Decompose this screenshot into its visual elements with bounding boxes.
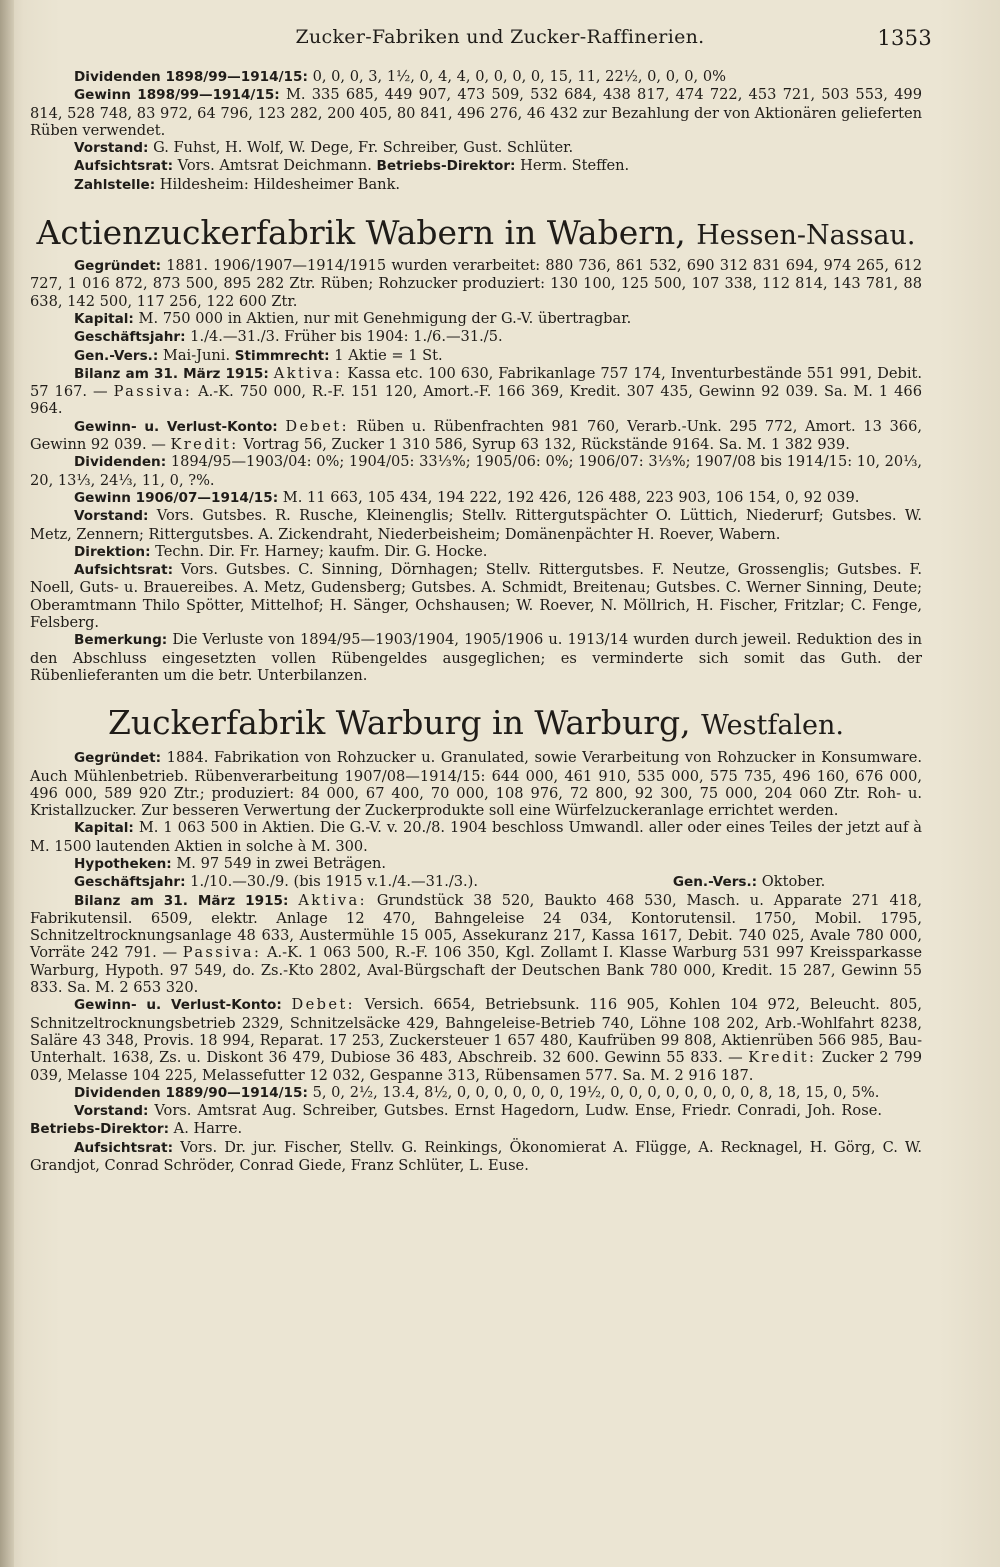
wabern-title-location: Hessen-Nassau.: [696, 220, 916, 252]
running-title: Zucker-Fabriken und Zucker-Raffinerien.: [295, 26, 705, 48]
page-content: [30, 68, 922, 1174]
wabern-fiscal-year: [30, 328, 922, 346]
warburg-dividends-text: 5, 0, 2½, 13.4, 8½, 0, 0, 0, 0, 0, 0, 19½, 0, 0, 0, 0, 0, 0, 0, 0, 8, 18, 15, 0, 5%.: [312, 1083, 880, 1101]
warburg-gm-text: Oktober.: [761, 873, 826, 891]
section-title-warburg: [30, 703, 922, 746]
page-header: [60, 26, 940, 56]
warburg-balance-label: Bilanz am 31. März 1915:: [74, 892, 289, 909]
warburg-mortgage: [30, 855, 922, 873]
warburg-gm-label: Gen.-Vers.:: [672, 874, 758, 891]
top-profit-label: Gewinn 1898/99—1914/15:: [74, 87, 280, 104]
wabern-capital: [30, 310, 922, 328]
wabern-supervisory: [30, 561, 922, 631]
wabern-general-meeting: [30, 347, 922, 365]
section-title-wabern: [30, 213, 922, 256]
warburg-founded-text: 1884. Fabrikation von Rohzucker u. Granulated, sowie Verarbeitung von Rohzucker in Konsumware. Auch Mühlenbetrieb. Rübenverarbeitung 1907/08—1914/15: 644 000, 461 910, 535 000, 575 735, 496 160, 676 000, 496 000, 589 920 Ztr.; produziert: 84 000, 67 400, 70 000, 108 976, 72 800, 92 300, 75 000, 204 060 Ztr. Roh- u. Kristallzucker. Zur besseren Verwertung der Zuckerprodukte soll eine Würfelzuckeranlage errichtet werden.: [30, 749, 922, 820]
warburg-mortgage-text: M. 97 549 in zwei Beträgen.: [176, 854, 387, 872]
top-director-label: Betriebs-Direktor:: [376, 158, 516, 175]
warburg-passiva-label: Passiva:: [182, 944, 262, 962]
wabern-board-label: Vorstand:: [74, 508, 149, 525]
top-profit: [30, 86, 922, 139]
warburg-dividends: [30, 1084, 922, 1102]
wabern-dividends-text: 1894/95—1903/04: 0%; 1904/05: 33⅓%; 1905/06: 0%; 1906/07: 3⅓%; 1907/08 bis 1914/15: 10, 20⅓, 20, 13⅓, 24⅓, 11, 0, ?%.: [30, 453, 922, 489]
warburg-balance-text1: Grundstück 38 520, Baukto 468 530, Masch. u. Apparate 271 418, Fabrikutensil. 6509, elektr. Anlage 12 470, Bahngeleise 24 034, Kontorutensil. 1750, Mobil. 1795, Schnitzeltrocknungsanlage 48 633, Austermühle 15 005, Assekuranz 217, Kassa 1617, Debit. 740 025, Avale 780 000, Vorräte 242 791. —: [30, 891, 922, 962]
warburg-mortgage-label: Hypotheken:: [74, 855, 172, 872]
top-dividends-label: Dividenden 1898/99—1914/15:: [74, 69, 308, 85]
warburg-title: Zuckerfabrik Warburg in Warburg,: [107, 703, 691, 743]
warburg-debet-label: Debet:: [291, 996, 355, 1014]
warburg-dividends-label: Dividenden 1889/90—1914/15:: [74, 1084, 308, 1101]
warburg-fiscal-year: [30, 873, 922, 891]
wabern-profit-loss: [30, 418, 922, 454]
top-supervisory: [30, 157, 922, 175]
warburg-fiscal-text: 1./10.—30./9. (bis 1915 v.1./4.—31./3.).: [190, 873, 479, 891]
wabern-gm-text: Mai-Juni.: [162, 346, 231, 364]
wabern-profit-label: Gewinn 1906/07—1914/15:: [74, 489, 279, 506]
warburg-board: [30, 1102, 922, 1139]
wabern-vote-text: 1 Aktie = 1 St.: [334, 346, 443, 364]
top-dividends: [30, 68, 922, 86]
wabern-pl-label: Gewinn- u. Verlust-Konto:: [74, 418, 278, 435]
top-director-text: Herm. Steffen.: [520, 157, 630, 175]
warburg-supervisory-label: Aufsichtsrat:: [74, 1139, 173, 1156]
wabern-passiva-label: Passiva:: [113, 383, 193, 401]
wabern-dividends: [30, 453, 922, 489]
warburg-founded: [30, 749, 922, 819]
top-board-label: Vorstand:: [74, 140, 149, 157]
wabern-profit-text: M. 11 663, 105 434, 194 222, 192 426, 126 488, 223 903, 106 154, 0, 92 039.: [282, 488, 860, 506]
wabern-title: Actienzuckerfabrik Wabern in Wabern,: [36, 213, 686, 253]
warburg-capital: [30, 819, 922, 855]
top-dividends-text: 0, 0, 0, 3, 1½, 0, 4, 4, 0, 0, 0, 0, 15, 11, 22½, 0, 0, 0, 0%: [312, 68, 726, 85]
warburg-board-label: Vorstand:: [74, 1103, 149, 1120]
wabern-gm-label: Gen.-Vers.:: [74, 347, 159, 364]
wabern-remark-text: Die Verluste von 1894/95—1903/1904, 1905/1906 u. 1913/14 wurden durch jeweil. Reduktion des in den Abschluss eingesetzten vollen Rübengeldes ausgeglichen; es verminderte sich somit das Guth. der Rübenlieferanten um die betr. Unterbilanzen.: [30, 631, 922, 684]
warburg-pl-label: Gewinn- u. Verlust-Konto:: [74, 997, 282, 1014]
warburg-founded-label: Gegründet:: [74, 750, 162, 767]
warburg-kredit-label: Kredit:: [748, 1049, 817, 1067]
top-paying-label: Zahlstelle:: [74, 176, 156, 193]
warburg-fiscal-label: Geschäftsjahr:: [74, 874, 186, 891]
wabern-balance: [30, 365, 922, 418]
wabern-aktiva-label: Aktiva:: [273, 364, 343, 382]
wabern-dividends-label: Dividenden:: [74, 454, 167, 471]
warburg-capital-label: Kapital:: [74, 820, 134, 837]
warburg-board-text: Vors. Amtsrat Aug. Schreiber, Gutsbes. Ernst Hagedorn, Ludw. Ense, Friedr. Conradi, Joh. Rose.: [154, 1102, 882, 1120]
warburg-capital-text: M. 1 063 500 in Aktien. Die G.-V. v. 20./8. 1904 beschloss Umwandl. aller oder eines Teiles der jetzt auf à M. 1500 lautenden Aktien in solche à M. 300.: [30, 819, 922, 855]
wabern-kredit-label: Kredit:: [170, 436, 239, 454]
warburg-supervisory: [30, 1139, 922, 1175]
warburg-pl-text1: Versich. 6654, Betriebsunk. 116 905, Kohlen 104 972, Beleucht. 805, Schnitzeltrocknungsbetrieb 2329, Schnitzelsäcke 429, Bahngeleise-Betrieb 740, Löhne 108 202, Arb.-Wohlfahrt 8238, Saläre 43 348, Provis. 18 994, Reparat. 17 253, Zuckersteuer 1 657 480, Kaufrüben 99 808, Aktienrüben 566 985, Bau-Unterhalt. 1638, Zs. u. Diskont 36 479, Dubiose 36 483, Abschreib. 32 600. Gewinn 55 833. —: [30, 996, 922, 1067]
warburg-pl-text2: Zucker 2 799 039, Melasse 104 225, Melassefutter 12 032, Gespanne 313, Rübensamen 577. Sa. M. 2 916 187.: [30, 1049, 923, 1084]
wabern-balance-label: Bilanz am 31. März 1915:: [74, 365, 269, 382]
wabern-profit: [30, 489, 922, 507]
wabern-board-text: Vors. Gutsbes. R. Rusche, Kleinenglis; Stellv. Rittergutspächter O. Lüttich, Niederurf; Gutsbes. W. Metz, Zennern; Rittergutsbes. A. Zickendraht, Niederbeisheim; Domänenpächter H. Roever, Wabern.: [30, 507, 922, 543]
wabern-remark: [30, 631, 922, 684]
wabern-supervisory-text: Vors. Gutsbes. C. Sinning, Dörnhagen; Stellv. Rittergutsbes. F. Neutze, Grossenglis; Gutsbes. F. Noell, Guts- u. Brauereibes. A. Metz, Gudensberg; Gutsbes. A. Schmidt, Breitenau; Gutsbes. C. Werner Sinning, Deute; Oberamtmann Thilo Spötter, Mittelhof; H. Sänger, Ochshausen; W. Roever, N. Möllrich, H. Fischer, Fritzlar; C. Fenge, Felsberg.: [30, 561, 922, 632]
warburg-title-location: Westfalen.: [701, 710, 845, 742]
top-paying-text: Hildesheim: Hildesheimer Bank.: [159, 175, 401, 193]
wabern-founded: [30, 257, 922, 310]
wabern-remark-label: Bemerkung:: [74, 632, 168, 649]
wabern-board: [30, 507, 922, 543]
warburg-aktiva-label: Aktiva:: [298, 891, 367, 909]
top-supervisory-label: Aufsichtsrat:: [74, 158, 173, 175]
wabern-debet-label: Debet:: [285, 417, 349, 435]
wabern-supervisory-label: Aufsichtsrat:: [74, 562, 173, 579]
wabern-fiscal-text: 1./4.—31./3. Früher bis 1904: 1./6.—31./5.: [190, 328, 503, 346]
page-number: 1353: [877, 26, 932, 50]
wabern-capital-text: M. 750 000 in Aktien, nur mit Genehmigung der G.-V. übertragbar.: [138, 309, 632, 327]
wabern-direction-label: Direktion:: [74, 543, 151, 560]
top-paying-agent: [30, 176, 922, 194]
top-board-text: G. Fuhst, H. Wolf, W. Dege, Fr. Schreiber, Gust. Schlüter.: [153, 139, 574, 157]
warburg-director-label: Betriebs-Direktor:: [30, 1121, 170, 1138]
wabern-founded-text: 1881. 1906/1907—1914/1915 wurden verarbeitet: 880 736, 861 532, 690 312 831 694, 974 265, 612 727, 1 016 872, 873 500, 895 282 Ztr. Rüben; Rohzucker produziert: 130 100, 125 500, 107 338, 112 814, 143 781, 88 638, 142 500, 117 256, 122 600 Ztr.: [30, 257, 922, 310]
wabern-capital-label: Kapital:: [74, 310, 134, 327]
warburg-profit-loss: [30, 996, 922, 1083]
wabern-direction-text: Techn. Dir. Fr. Harney; kaufm. Dir. G. Hocke.: [155, 542, 488, 560]
book-spine-shadow: [0, 0, 14, 1567]
wabern-pl-text1: Rüben u. Rübenfrachten 981 760, Verarb.-Unk. 295 772, Amort. 13 366, Gewinn 92 039. —: [30, 417, 922, 454]
wabern-founded-label: Gegründet:: [74, 258, 162, 275]
top-board: [30, 139, 922, 157]
top-supervisory-text: Vors. Amtsrat Deichmann.: [177, 157, 372, 175]
wabern-fiscal-label: Geschäftsjahr:: [74, 329, 186, 346]
warburg-supervisory-text: Vors. Dr. jur. Fischer, Stellv. G. Reinkings, Ökonomierat A. Flügge, A. Recknagel, H. Görg, C. W. Grandjot, Conrad Schröder, Conrad Giede, Franz Schlüter, L. Euse.: [30, 1138, 923, 1175]
wabern-balance-text2: A.-K. 750 000, R.-F. 151 120, Amort.-F. 166 369, Kredit. 307 435, Gewinn 92 039. Sa. M. 1 466 964.: [30, 383, 923, 418]
wabern-balance-text1: Kassa etc. 100 630, Fabrikanlage 757 174, Inventurbestände 551 991, Debit. 57 167. —: [30, 364, 922, 401]
warburg-director-text: A. Harre.: [173, 1120, 243, 1138]
wabern-pl-text2: Vortrag 56, Zucker 1 310 586, Syrup 63 132, Rückstände 9164. Sa. M. 1 382 939.: [243, 436, 850, 454]
top-profit-text: M. 335 685, 449 907, 473 509, 532 684, 438 817, 474 722, 453 721, 503 553, 499 814, 528 748, 83 972, 64 796, 123 282, 200 405, 80 841, 496 276, 46 432 zur Bezahlung der von Aktionären gelieferten Rüben verwendet.: [30, 86, 922, 139]
warburg-balance-text2: A.-K. 1 063 500, R.-F. 106 350, Kgl. Zollamt I. Klasse Warburg 531 997 Kreissparkasse Warburg, Hypoth. 97 549, do. Zs.-Kto 2802, Aval-Bürgschaft der Deutschen Bank 780 000, Kredit. 15 287, Gewinn 55 833. Sa. M. 2 653 320.: [30, 944, 923, 997]
warburg-balance: [30, 892, 922, 997]
wabern-direction: [30, 543, 922, 561]
wabern-vote-label: Stimmrecht:: [234, 347, 330, 364]
